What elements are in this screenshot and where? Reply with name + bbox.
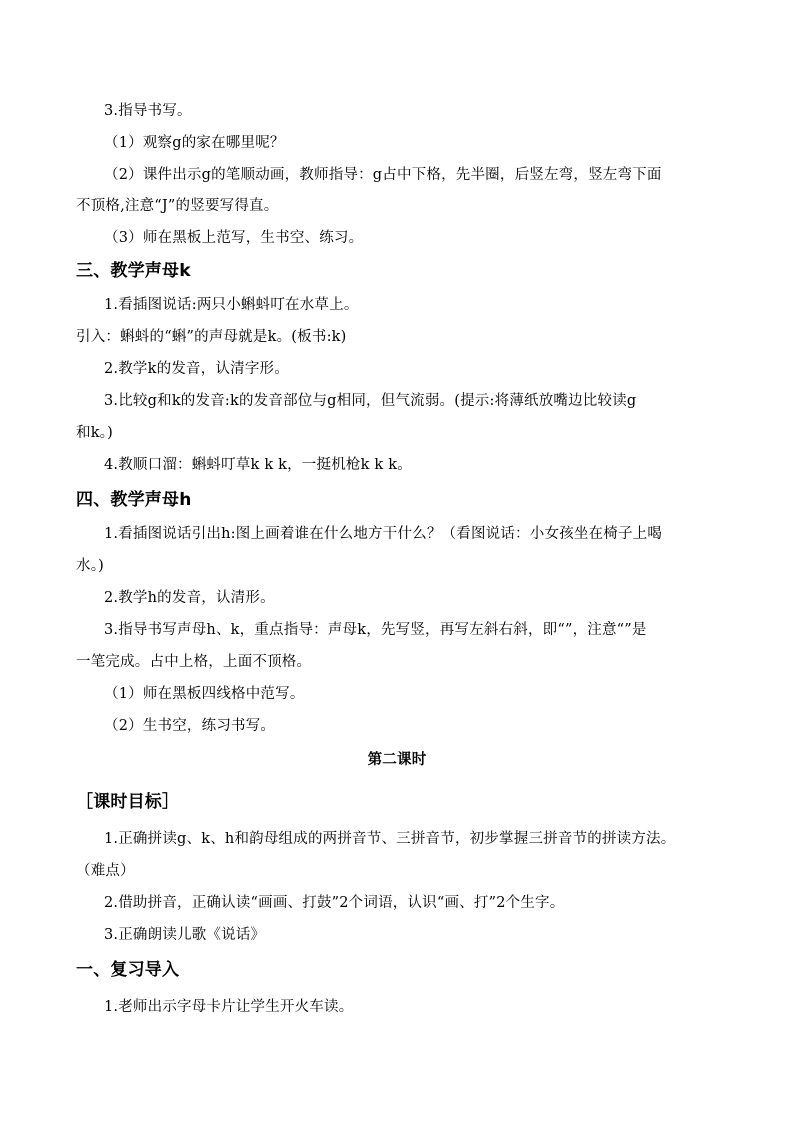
k-step-1: 1.看插图说话:两只小蝌蚪叮在水草上。 xyxy=(104,297,359,313)
goal-3: 3.正确朗读儿歌《说话》 xyxy=(104,927,266,943)
goal-1: 1.正确拼读g、k、h和韵母组成的两拼音节、三拼音节，初步掌握三拼音节的拼读方法。 xyxy=(104,831,676,847)
section-heading-review: 一、复习导入 xyxy=(76,960,180,980)
k-step-3: 3.比较g和k的发音:k的发音部位与g相同，但气流弱。(提示:将薄纸放嘴边比较读g xyxy=(104,393,637,409)
step-3-writing-guide: 3.指导书写。 xyxy=(104,103,192,119)
k-intro: 引入：蝌蚪的“蝌”的声母就是k。(板书:k) xyxy=(76,329,347,345)
substep-2-continuation: 不顶格,注意“J”的竖要写得直。 xyxy=(76,198,279,214)
k-step-2: 2.教学k的发音，认清字形。 xyxy=(104,361,289,377)
h-step-3: 3.指导书写声母h、k，重点指导：声母k，先写竖，再写左斜右斜，即“”，注意“”是 xyxy=(104,622,647,638)
k-step-3-continuation: 和k。) xyxy=(76,425,113,441)
h-substep-2: （2）生书空，练习书写。 xyxy=(104,718,276,734)
h-step-3-continuation: 一笔完成。占中上格，上面不顶格。 xyxy=(76,654,312,670)
h-step-1: 1.看插图说话引出h:图上画着谁在什么地方干什么？（看图说话：小女孩坐在椅子上喝 xyxy=(104,526,663,542)
goal-1-continuation: （难点） xyxy=(76,863,135,879)
h-step-2: 2.教学h的发音，认清形。 xyxy=(104,590,275,606)
section-heading-3: 三、教学声母k xyxy=(76,261,191,281)
review-step-1: 1.老师出示字母卡片让学生开火车读。 xyxy=(104,999,354,1015)
substep-2-stroke-animation: （2）课件出示g的笔顺动画，教师指导：g占中下格，先半圈，后竖左弯，竖左弯下面 xyxy=(104,167,662,183)
substep-1-observe-g: （1）观察g的家在哪里呢？ xyxy=(104,135,285,151)
h-substep-1: （1）师在黑板四线格中范写。 xyxy=(104,686,305,702)
section-heading-4: 四、教学声母h xyxy=(76,490,192,510)
lesson-2-title: 第二课时 xyxy=(367,752,427,768)
k-step-4: 4.教顺口溜：蝌蚪叮草k k k，一挺机枪k k k。 xyxy=(104,457,412,473)
goal-2: 2.借助拼音，正确认读“画画、打鼓”2个词语，认识“画、打”2个生字。 xyxy=(104,895,565,911)
h-step-1-continuation: 水。) xyxy=(76,558,105,574)
lesson-goals-heading: ［课时目标］ xyxy=(76,792,180,812)
substep-3-teacher-demo: （3）师在黑板上范写，生书空、练习。 xyxy=(104,230,364,246)
